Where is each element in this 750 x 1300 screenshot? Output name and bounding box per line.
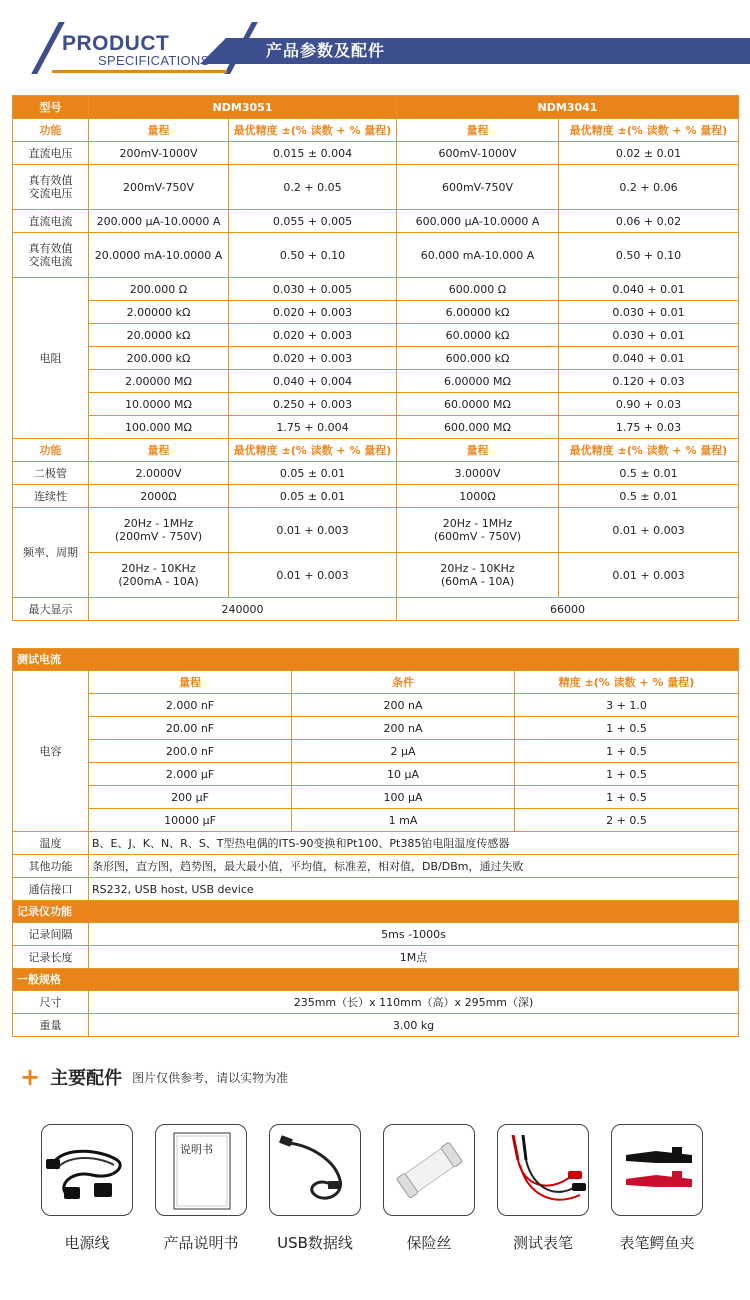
usb-cable-icon	[270, 1125, 361, 1216]
table-row	[13, 991, 739, 1014]
sub-range: 量程	[89, 439, 229, 462]
cell: 200mV-1000V	[89, 142, 229, 165]
table-row	[13, 210, 739, 233]
cell: 20Hz - 10KHz (60mA - 10A)	[397, 553, 559, 598]
cell: 1000Ω	[397, 485, 559, 508]
cell: 1 mA	[292, 809, 515, 832]
table-row	[13, 324, 739, 347]
sub-range: 量程	[89, 671, 292, 694]
cell: 60.0000 MΩ	[397, 393, 559, 416]
table-row	[13, 278, 739, 301]
accessory-label: 保险丝	[406, 1234, 452, 1252]
header-model: 型号	[13, 96, 89, 119]
section-title: 测试电流	[13, 649, 739, 671]
cap-label: 电容	[13, 671, 89, 832]
accessory-label: 电源线	[64, 1234, 110, 1252]
table-row	[13, 508, 739, 553]
cell: 0.020 + 0.003	[229, 324, 397, 347]
cell: 2 μA	[292, 740, 515, 763]
plus-icon: +	[20, 1063, 41, 1091]
spec-table-secondary	[12, 648, 739, 1037]
sub-condition: 条件	[292, 671, 515, 694]
accessories-note: 图片仅供参考，请以实物为准	[132, 1070, 289, 1085]
sub-accuracy: 最优精度 ±(% 读数 + % 量程)	[229, 439, 397, 462]
cell: 200mV-750V	[89, 165, 229, 210]
cell: 235mm（长）x 110mm（高）x 295mm（深)	[89, 991, 739, 1014]
row-label: 真有效值 交流电压	[13, 165, 89, 210]
test-leads-icon	[498, 1125, 589, 1216]
section-recorder	[13, 901, 739, 923]
row-label: 二极管	[13, 462, 89, 485]
cell: 200.000 kΩ	[89, 347, 229, 370]
table-row	[13, 347, 739, 370]
cell: 3.0000V	[397, 462, 559, 485]
cell: 0.01 + 0.003	[229, 553, 397, 598]
cell: 0.030 + 0.01	[559, 301, 739, 324]
row-label: 记录长度	[13, 946, 89, 969]
cell: 10000 μF	[89, 809, 292, 832]
cell: 0.040 + 0.01	[559, 278, 739, 301]
cell: 0.250 + 0.003	[229, 393, 397, 416]
cell: 1 + 0.5	[515, 717, 739, 740]
cell: 600mV-750V	[397, 165, 559, 210]
row-label: 温度	[13, 832, 89, 855]
table-subheader-row	[13, 439, 739, 462]
manual-cover-text: 说明书	[180, 1143, 213, 1156]
table-row	[13, 855, 739, 878]
table-row	[13, 717, 739, 740]
table-row	[13, 165, 739, 210]
row-label: 记录间隔	[13, 923, 89, 946]
cell: 66000	[397, 598, 739, 621]
test-leads-image	[497, 1124, 589, 1216]
accessory-fuse	[383, 1124, 475, 1252]
row-label: 尺寸	[13, 991, 89, 1014]
cell: 200 nA	[292, 694, 515, 717]
spec-table-main	[12, 95, 739, 621]
table-row	[13, 832, 739, 855]
cell: 0.020 + 0.003	[229, 301, 397, 324]
row-label: 直流电流	[13, 210, 89, 233]
accessory-power-cord	[41, 1124, 133, 1252]
table-row	[13, 462, 739, 485]
row-label: 重量	[13, 1014, 89, 1037]
cell: 200.000 μA-10.0000 A	[89, 210, 229, 233]
cell: 0.50 + 0.10	[559, 233, 739, 278]
cell: 6.00000 kΩ	[397, 301, 559, 324]
table-row	[13, 485, 739, 508]
section-test-current	[13, 649, 739, 671]
cell: 1 + 0.5	[515, 740, 739, 763]
table-row	[13, 786, 739, 809]
fuse-image	[383, 1124, 475, 1216]
table-header-row	[13, 96, 739, 119]
sub-accuracy: 最优精度 ±(% 读数 + % 量程)	[559, 439, 739, 462]
cell: 5ms -1000s	[89, 923, 739, 946]
section-general	[13, 969, 739, 991]
cell: 2000Ω	[89, 485, 229, 508]
cell: 100.000 MΩ	[89, 416, 229, 439]
table-row	[13, 416, 739, 439]
cell: 240000	[89, 598, 397, 621]
header-ndm3041: NDM3041	[397, 96, 739, 119]
cell: 条形图，直方图，趋势图，最大最小值，平均值，标准差，相对值，DB/DBm，通过失败	[89, 855, 739, 878]
row-label: 通信接口	[13, 878, 89, 901]
power-cord-image	[41, 1124, 133, 1216]
table-row	[13, 301, 739, 324]
sub-function: 功能	[13, 119, 89, 142]
cell: RS232, USB host, USB device	[89, 878, 739, 901]
cell: 0.50 + 0.10	[229, 233, 397, 278]
power-cord-icon	[42, 1125, 133, 1216]
cell: 1 + 0.5	[515, 763, 739, 786]
cell: B、E、J、K、N、R、S、T型热电偶的ITS-90变换和Pt100、Pt385铂电阻温度传感器	[89, 832, 739, 855]
cell: 0.01 + 0.003	[559, 508, 739, 553]
table-row	[13, 1014, 739, 1037]
cell: 100 μA	[292, 786, 515, 809]
sub-accuracy: 最优精度 ±(% 读数 + % 量程)	[229, 119, 397, 142]
table-row	[13, 923, 739, 946]
sub-function: 功能	[13, 439, 89, 462]
cell: 0.06 + 0.02	[559, 210, 739, 233]
accessory-test-leads	[497, 1124, 589, 1252]
banner-subtitle-en: SPECIFICATIONS	[98, 53, 210, 68]
cell: 3 + 1.0	[515, 694, 739, 717]
cell: 10.0000 MΩ	[89, 393, 229, 416]
section-title: 记录仪功能	[13, 901, 739, 923]
row-label: 其他功能	[13, 855, 89, 878]
cell: 0.01 + 0.003	[229, 508, 397, 553]
cell: 6.00000 MΩ	[397, 370, 559, 393]
row-label: 最大显示	[13, 598, 89, 621]
alligator-clips-icon	[612, 1125, 703, 1216]
freq-label: 频率、周期	[13, 508, 89, 598]
cell: 0.5 ± 0.01	[559, 485, 739, 508]
cell: 0.05 ± 0.01	[229, 485, 397, 508]
accessories-heading	[20, 1063, 288, 1091]
spec-banner	[0, 22, 750, 74]
header-ndm3051: NDM3051	[89, 96, 397, 119]
accessory-label: 测试表笔	[512, 1234, 573, 1252]
cell: 0.055 + 0.005	[229, 210, 397, 233]
cell: 0.90 + 0.03	[559, 393, 739, 416]
cell: 20.00 nF	[89, 717, 292, 740]
cell: 600.000 Ω	[397, 278, 559, 301]
table-row	[13, 809, 739, 832]
cell: 200.000 Ω	[89, 278, 229, 301]
table-row	[13, 142, 739, 165]
sub-range: 量程	[397, 119, 559, 142]
table-row	[13, 233, 739, 278]
cell: 2.000 nF	[89, 694, 292, 717]
cell: 0.2 + 0.06	[559, 165, 739, 210]
cell: 600.000 MΩ	[397, 416, 559, 439]
accessory-label: 产品说明书	[163, 1234, 239, 1252]
usb-cable-image	[269, 1124, 361, 1216]
cell: 0.030 + 0.01	[559, 324, 739, 347]
cell: 0.5 ± 0.01	[559, 462, 739, 485]
sub-range: 量程	[397, 439, 559, 462]
cell: 200 μF	[89, 786, 292, 809]
resistance-label: 电阻	[13, 278, 89, 439]
row-label: 真有效值 交流电流	[13, 233, 89, 278]
cell: 2.000 μF	[89, 763, 292, 786]
banner-underline	[52, 70, 227, 73]
cell: 200 nA	[292, 717, 515, 740]
table-row	[13, 553, 739, 598]
row-label: 直流电压	[13, 142, 89, 165]
cell: 0.01 + 0.003	[559, 553, 739, 598]
alligator-clips-image	[611, 1124, 703, 1216]
cell: 10 μA	[292, 763, 515, 786]
cell: 600.000 μA-10.0000 A	[397, 210, 559, 233]
sub-range: 量程	[89, 119, 229, 142]
cell: 2.00000 MΩ	[89, 370, 229, 393]
table-row	[13, 393, 739, 416]
cell: 3.00 kg	[89, 1014, 739, 1037]
table-row	[13, 598, 739, 621]
accessory-label: USB数据线	[277, 1234, 353, 1252]
accessory-manual	[155, 1124, 247, 1252]
cell: 1 + 0.5	[515, 786, 739, 809]
section-title: 一般规格	[13, 969, 739, 991]
cell: 0.040 + 0.004	[229, 370, 397, 393]
cell: 60.000 mA-10.000 A	[397, 233, 559, 278]
cell: 0.120 + 0.03	[559, 370, 739, 393]
sub-accuracy: 最优精度 ±(% 读数 + % 量程)	[559, 119, 739, 142]
cell: 2.0000V	[89, 462, 229, 485]
cell: 0.2 + 0.05	[229, 165, 397, 210]
cell: 600mV-1000V	[397, 142, 559, 165]
cell: 600.000 kΩ	[397, 347, 559, 370]
cell: 20Hz - 1MHz (600mV - 750V)	[397, 508, 559, 553]
cell: 0.030 + 0.005	[229, 278, 397, 301]
accessory-label: 表笔鳄鱼夹	[619, 1234, 695, 1252]
cell: 2 + 0.5	[515, 809, 739, 832]
cell: 1.75 + 0.03	[559, 416, 739, 439]
manual-image	[155, 1124, 247, 1216]
sub-accuracy: 精度 ±(% 读数 + % 量程)	[515, 671, 739, 694]
cell: 20.0000 kΩ	[89, 324, 229, 347]
cell: 2.00000 kΩ	[89, 301, 229, 324]
table-row	[13, 740, 739, 763]
accessories-title: 主要配件	[50, 1068, 123, 1089]
table-subheader-row	[13, 671, 739, 694]
accessory-usb-cable	[269, 1124, 361, 1252]
cell: 1M点	[89, 946, 739, 969]
cell: 0.05 ± 0.01	[229, 462, 397, 485]
banner-title-cn: 产品参数及配件	[266, 41, 386, 60]
cell: 20Hz - 1MHz (200mV - 750V)	[89, 508, 229, 553]
fuse-icon	[384, 1125, 475, 1216]
banner-title-en: PRODUCT	[62, 32, 170, 55]
table-row	[13, 763, 739, 786]
accessory-alligator-clips	[611, 1124, 703, 1252]
cell: 0.015 ± 0.004	[229, 142, 397, 165]
cell: 0.02 ± 0.01	[559, 142, 739, 165]
cell: 0.020 + 0.003	[229, 347, 397, 370]
cell: 20Hz - 10KHz (200mA - 10A)	[89, 553, 229, 598]
cell: 200.0 nF	[89, 740, 292, 763]
row-label: 连续性	[13, 485, 89, 508]
table-row	[13, 946, 739, 969]
cell: 20.0000 mA-10.0000 A	[89, 233, 229, 278]
cell: 1.75 + 0.004	[229, 416, 397, 439]
table-row	[13, 878, 739, 901]
cell: 0.040 + 0.01	[559, 347, 739, 370]
table-row	[13, 370, 739, 393]
cell: 60.0000 kΩ	[397, 324, 559, 347]
table-row	[13, 694, 739, 717]
table-subheader-row	[13, 119, 739, 142]
manual-icon	[156, 1125, 247, 1216]
